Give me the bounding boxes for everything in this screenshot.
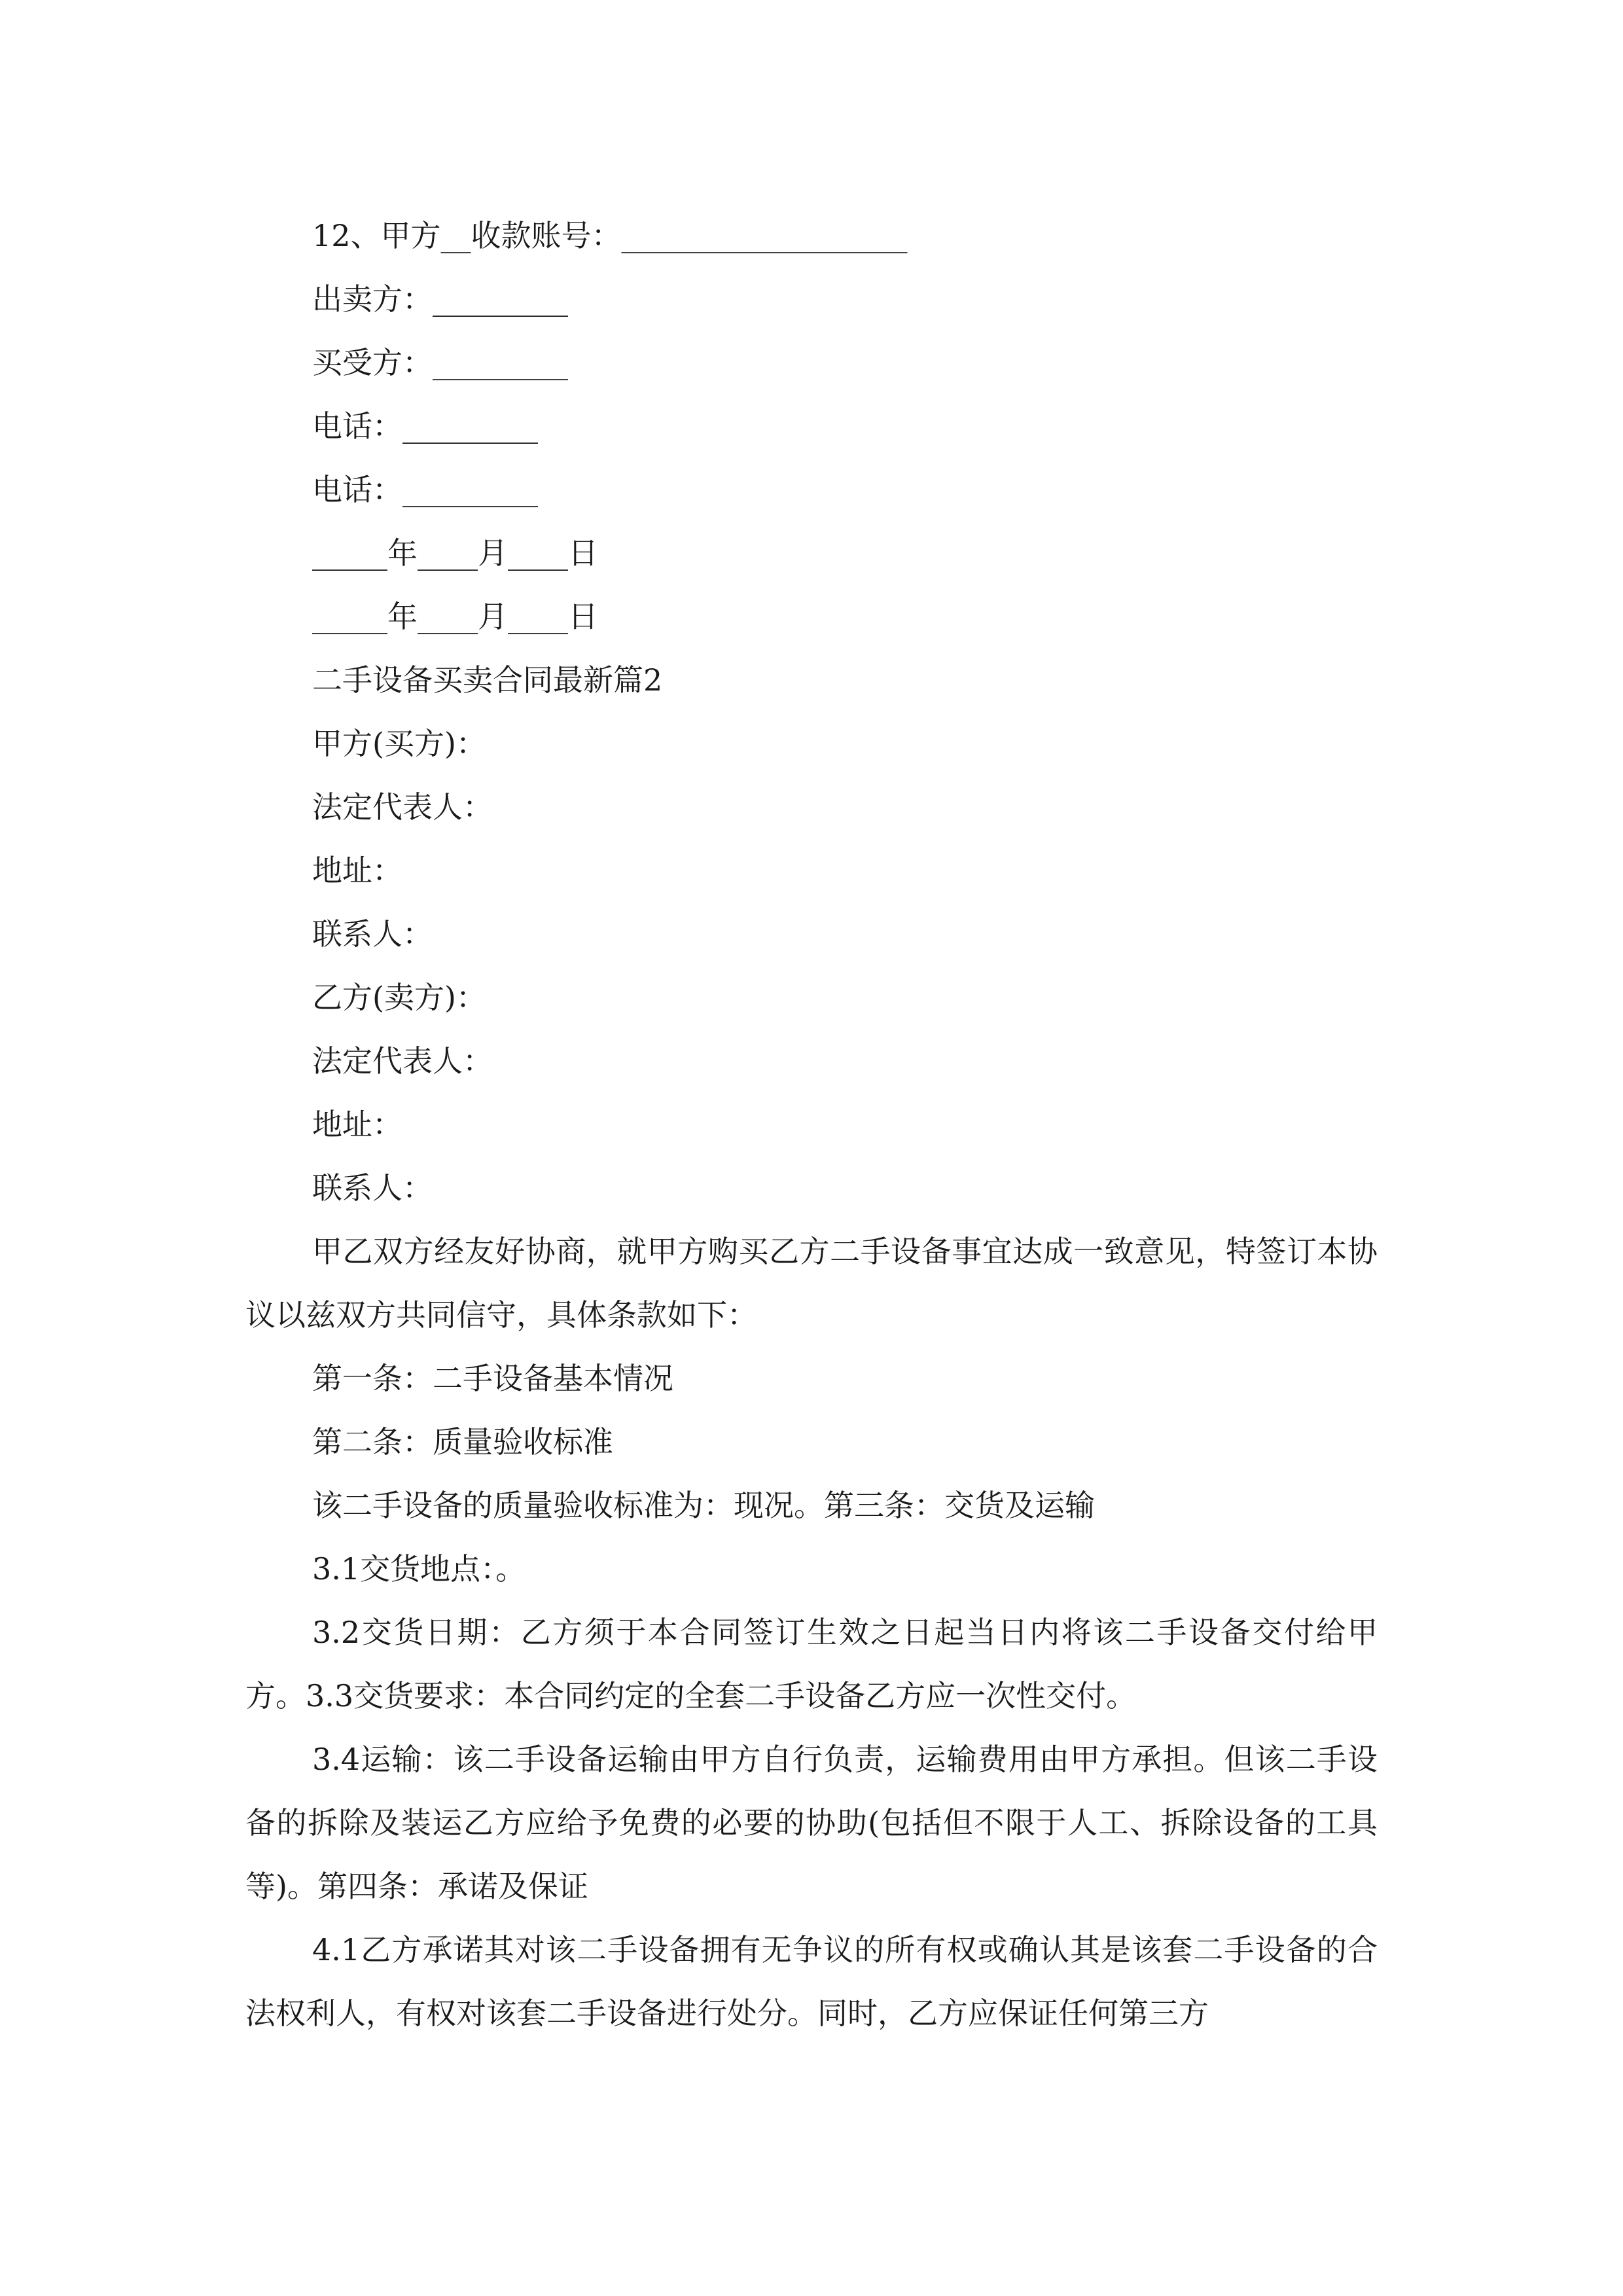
paragraph-quality: 该二手设备的质量验收标准为：现况。第三条：交货及运输	[312, 1488, 1095, 1523]
clause-3-4	[245, 1728, 1378, 1918]
party-b-contact: 联系人：	[312, 1170, 433, 1206]
field-seller: 出卖方：_________	[312, 281, 568, 317]
field-date-1: _____年____月____日	[312, 535, 598, 571]
article-1-heading: 第一条：二手设备基本情况	[312, 1361, 673, 1396]
clause-3-4-text: 3.4运输：该二手设备运输由甲方自行负责，运输费用由甲方承担。但该二手设备的拆除及装运乙方应给予免费的必要的协助(包括但不限于人工、拆除设备的工具等)。第四条：承诺及保证	[245, 1742, 1378, 1904]
field-buyer: 买受方：_________	[312, 345, 568, 380]
article-2-heading: 第二条：质量验收标准	[312, 1424, 613, 1460]
paragraph-intro-text: 甲乙双方经友好协商，就甲方购买乙方二手设备事宜达成一致意见，特签订本协议以兹双方共同信守，具体条款如下：	[245, 1234, 1378, 1333]
field-date-2: _____年____月____日	[312, 599, 598, 634]
party-a-contact: 联系人：	[312, 916, 433, 952]
party-a-label: 甲方(买方)：	[312, 726, 486, 761]
field-phone-2: 电话：_________	[312, 472, 538, 507]
clause-3-1: 3.1交货地点：。	[312, 1551, 526, 1587]
party-b-representative: 法定代表人：	[312, 1043, 493, 1079]
party-b-label: 乙方(卖方)：	[312, 980, 486, 1015]
section-title: 二手设备买卖合同最新篇2	[312, 662, 663, 698]
party-a-representative: 法定代表人：	[312, 789, 493, 825]
clause-4-1-text: 4.1乙方承诺其对该二手设备拥有无争议的所有权或确认其是该套二手设备的合法权利人，有权对该套二手设备进行处分。同时，乙方应保证任何第三方	[245, 1932, 1378, 2031]
paragraph-intro	[245, 1220, 1378, 1347]
field-account: 12、甲方__收款账号：___________________	[312, 218, 908, 253]
clause-4-1	[245, 1918, 1378, 2045]
document-body	[245, 204, 1378, 2045]
clause-3-2	[245, 1601, 1378, 1728]
clause-3-2-text: 3.2交货日期：乙方须于本合同签订生效之日起当日内将该二手设备交付给甲方。3.3交货要求：本合同约定的全套二手设备乙方应一次性交付。	[245, 1615, 1378, 1713]
field-phone-1: 电话：_________	[312, 408, 538, 444]
party-b-address: 地址：	[312, 1107, 402, 1142]
party-a-address: 地址：	[312, 853, 402, 888]
